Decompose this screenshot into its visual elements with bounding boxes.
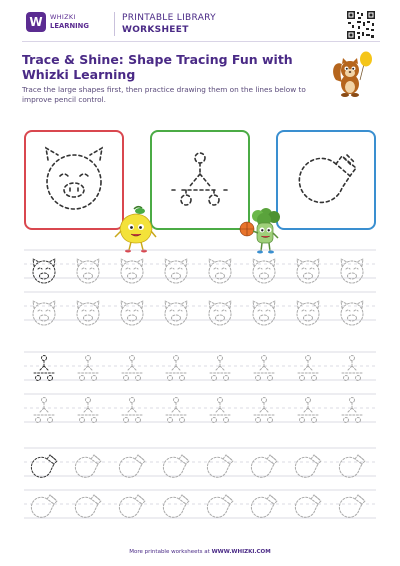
tree-trace-row-1 — [34, 356, 362, 381]
whizki-logo[interactable] — [26, 12, 88, 34]
worksheet-title: Trace & Shine: Shape Tracing Fun with Whizki Learning — [22, 52, 293, 82]
pig-trace-row-1 — [33, 259, 363, 283]
tracing-guidelines — [24, 250, 376, 518]
bulb-trace-row-1 — [31, 455, 365, 477]
tree-trace-row-2 — [34, 398, 362, 423]
library-label: PRINTABLE LIBRARY — [122, 13, 216, 23]
logo-text-learning: LEARNING — [50, 22, 89, 30]
worksheet-instructions: Trace the large shapes first, then practice drawing them on the lines below to improve pencil control. — [22, 85, 306, 104]
pig-face-icon — [26, 132, 122, 228]
light-bulb-icon — [278, 132, 374, 228]
footer-link[interactable]: WWW.WHIZKI.COM — [211, 549, 271, 555]
network-tree-card — [150, 130, 250, 230]
footer-text: More printable worksheets at — [129, 549, 210, 555]
logo-text-whizki: WHIZKI — [50, 13, 76, 21]
pig-trace-row-2 — [33, 301, 363, 325]
header-divider — [114, 12, 115, 36]
whizki-logo-icon: W — [26, 12, 46, 32]
worksheet-label: WORKSHEET — [122, 25, 189, 35]
bulb-trace-row-2 — [31, 495, 365, 517]
qr-code-icon[interactable] — [346, 10, 376, 40]
tracing-practice-area[interactable] — [24, 248, 376, 530]
pig-face-card — [24, 130, 124, 230]
worksheet-header — [22, 8, 380, 42]
light-bulb-card — [276, 130, 376, 230]
squirrel-mascot-icon — [330, 50, 374, 98]
page-footer — [0, 549, 400, 555]
lemon-character-icon — [112, 205, 158, 253]
network-tree-icon — [152, 132, 248, 228]
